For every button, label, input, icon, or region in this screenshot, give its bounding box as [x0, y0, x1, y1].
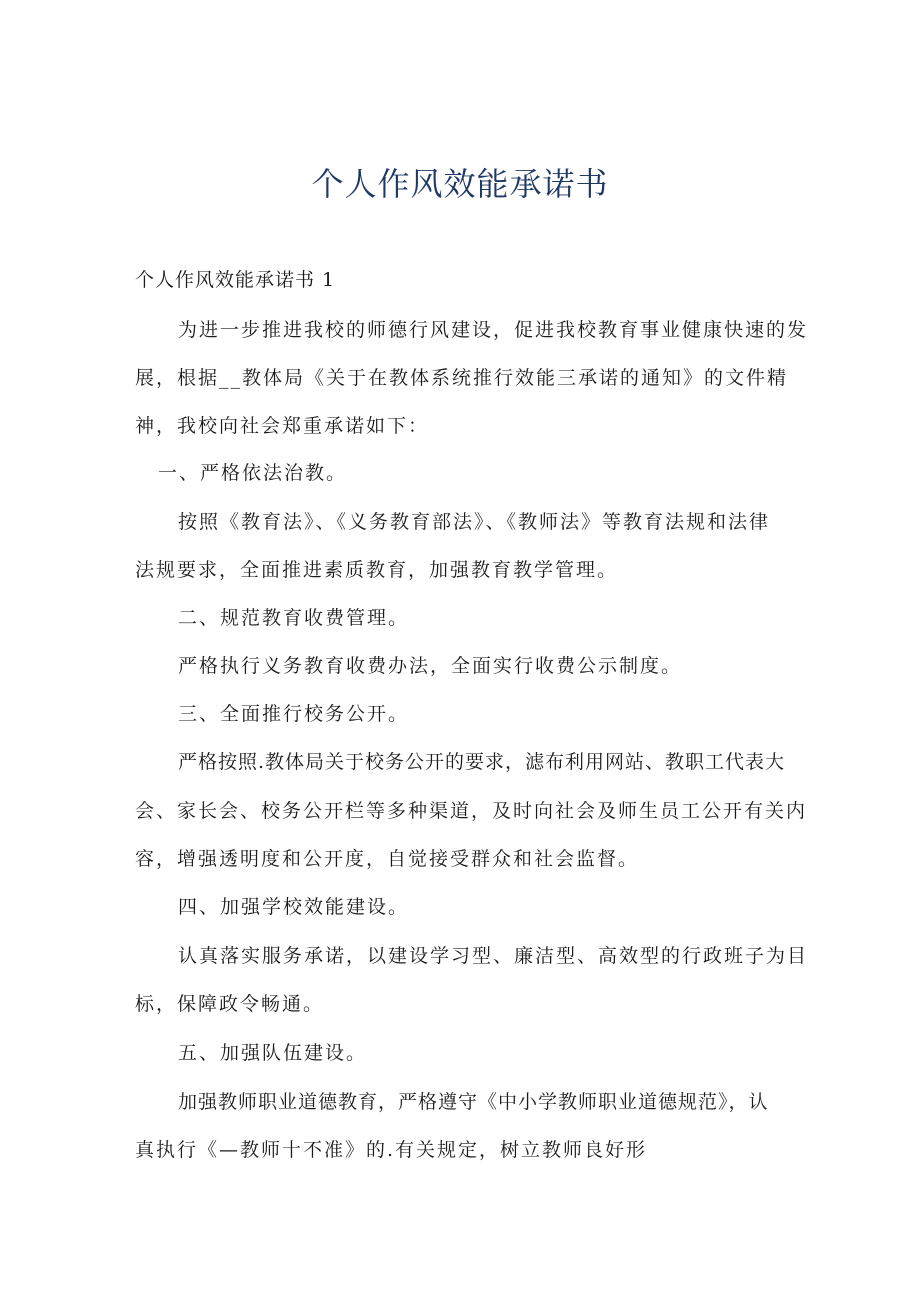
paragraph-line: 展，根据__教体局《关于在教体系统推行效能三承诺的通知》的文件精	[135, 367, 789, 389]
document-title: 个人作风效能承诺书	[311, 165, 609, 203]
paragraph-line: 真执行《—教师十不准》的.有关规定，树立教师良好形	[135, 1139, 648, 1161]
section-heading: 五、加强队伍建设。	[178, 1042, 368, 1064]
section-heading: 二、规范教育收费管理。	[178, 607, 410, 629]
paragraph-line: 严格执行义务教育收费办法，全面实行收费公示制度。	[178, 655, 683, 677]
paragraph-line: 法规要求，全面推进素质教育，加强教育教学管理。	[135, 559, 619, 581]
paragraph-line: 会、家长会、校务公开栏等多种渠道，及时向社会及师生员工公开有关内	[135, 800, 808, 822]
section-heading: 四、加强学校效能建设。	[178, 896, 410, 918]
paragraph-line: 为进一步推进我校的师德行风建设，促进我校教育事业健康快速的发	[178, 319, 809, 341]
document-subtitle: 个人作风效能承诺书 1	[135, 269, 336, 291]
paragraph-line: 标，保障政令畅通。	[135, 993, 325, 1015]
paragraph-line: 神，我校向社会郑重承诺如下：	[135, 415, 430, 437]
paragraph-line: 加强教师职业道德教育，严格遵守《中小学教师职业道德规范》，认	[178, 1091, 769, 1113]
section-heading: 三、全面推行校务公开。	[178, 703, 410, 725]
paragraph-line: 容，增强透明度和公开度，自觉接受群众和社会监督。	[135, 848, 640, 870]
section-heading: 一、严格依法治教。	[158, 462, 348, 484]
paragraph-line: 按照《教育法》、《义务教育部法》、《教师法》等教育法规和法律	[178, 511, 771, 533]
paragraph-line: 严格按照.教体局关于校务公开的要求，滤布利用网站、教职工代表大	[178, 751, 786, 773]
paragraph-line: 认真落实服务承诺，以建设学习型、廉洁型、高效型的行政班子为目	[178, 945, 809, 967]
